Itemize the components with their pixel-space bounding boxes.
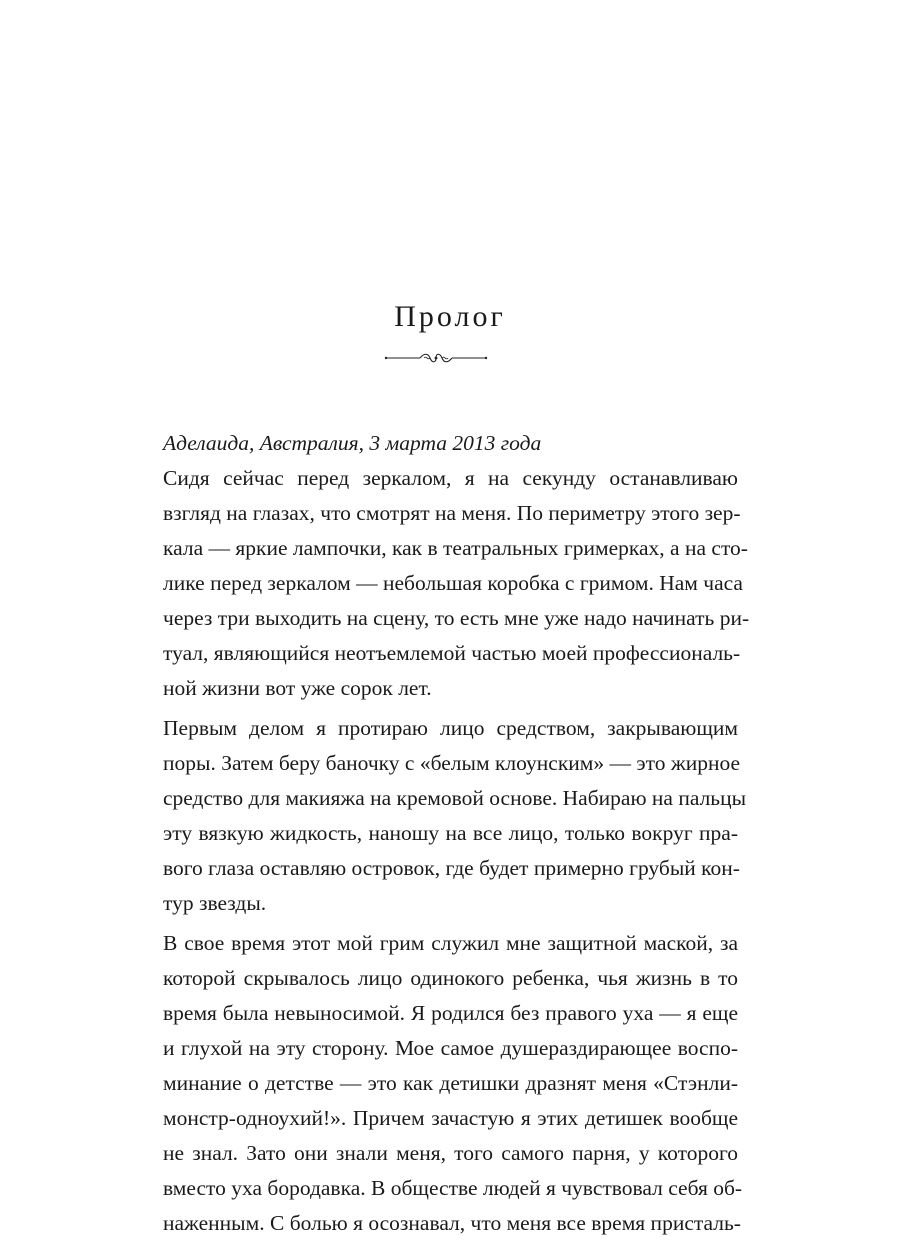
text-line: В свое время этот мой грим служил мне защитной маской, за	[163, 931, 738, 955]
text-line: которой скрывалось лицо одинокого ребенка, чья жизнь в то	[163, 966, 738, 990]
text-line: вого глаза оставляю островок, где будет примерно грубый кон-	[163, 856, 740, 880]
chapter-title: Пролог	[394, 300, 506, 333]
text-line: минание о детстве — это как детишки дразнят меня «Стэнли-	[163, 1071, 738, 1095]
text-line: эту вязкую жидкость, наношу на все лицо, только вокруг пра-	[163, 821, 738, 845]
text-line: Первым делом я протираю лицо средством, закрывающим	[163, 716, 738, 740]
text-line: через три выходить на сцену, то есть мне уже надо начинать ри-	[163, 606, 750, 630]
text-line: тур звезды.	[163, 891, 267, 915]
text-line: средство для макияжа на кремовой основе. Набираю на пальцы	[163, 786, 747, 810]
paragraph-3	[163, 926, 743, 1241]
text-line: монстр-одноухий!». Причем зачастую я этих детишек вообще	[163, 1106, 738, 1130]
text-line: поры. Затем беру баночку с «белым клоунским» — это жирное	[163, 751, 741, 775]
text-line: Сидя сейчас перед зеркалом, я на секунду останавливаю	[163, 466, 738, 490]
text-line: туал, являющийся неотъемлемой частью моей профессиональ-	[163, 641, 741, 665]
paragraph-1	[163, 461, 750, 706]
text-line: наженным. С болью я осознавал, что меня все время присталь-	[163, 1211, 741, 1235]
text-line: взгляд на глазах, что смотрят на меня. По периметру этого зер-	[163, 501, 741, 525]
text-line: вместо уха бородавка. В обществе людей я чувствовал себя об-	[163, 1176, 743, 1200]
text-line: лике перед зеркалом — небольшая коробка с гримом. Нам часа	[163, 571, 743, 595]
text-line: и глухой на эту сторону. Мое самое душераздирающее воспо-	[163, 1036, 738, 1060]
text-line: ной жизни вот уже сорок лет.	[163, 676, 432, 700]
text-line: кала — яркие лампочки, как в театральных гримерках, а на сто-	[163, 536, 748, 560]
dateline: Аделаида, Австралия, 3 марта 2013 года	[163, 431, 542, 455]
text-line: не знал. Зато они знали меня, того самого парня, у которого	[163, 1141, 738, 1165]
body-text	[163, 426, 750, 1241]
text-line: время была невыносимой. Я родился без правого уха — я еще	[163, 1001, 738, 1025]
paragraph-2	[163, 711, 747, 921]
ornament-divider-icon	[384, 350, 488, 366]
